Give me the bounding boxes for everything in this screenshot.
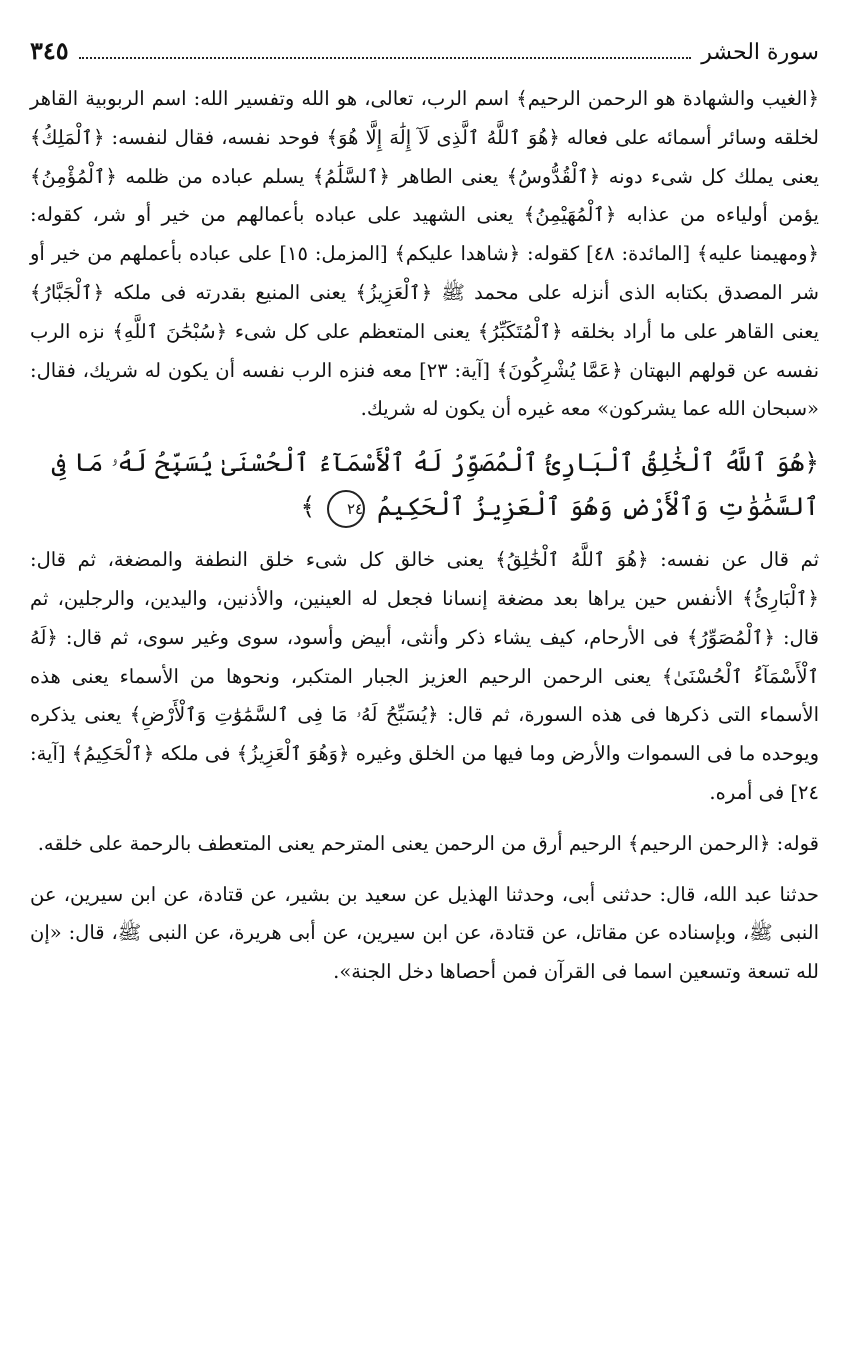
page-number: ٣٤٥ xyxy=(30,36,69,65)
sura-title: سورة الحشر xyxy=(701,40,819,65)
paragraph-hadith: حدثنا عبد الله، قال: حدثنى أبى، وحدثنا الهذيل عن سعيد بن بشير، عن قتادة، عن ابن سيرين، عن النبى ﷺ، وبإسناده عن مقاتل، عن قتادة، عن ابن سيرين، عن أبى هريرة، عن النبى ﷺ، قال: «إن لله تسعة وتسعين اسما فى القرآن فمن أحصاها دخل الجنة». xyxy=(30,882,819,984)
verse-text: ﴿هُوَ ٱللَّهُ ٱلْخَٰلِقُ ٱلْبَارِئُ ٱلْمُصَوِّرُ لَهُ ٱلْأَسْمَآءُ ٱلْحُسْنَىٰ يُسَبِّحُ لَهُۥ مَا فِى ٱلسَّمَٰوَٰتِ وَٱلْأَرْضِ وَهُوَ ٱلْعَزِيزُ ٱلْحَكِيمُ xyxy=(51,448,819,522)
page-header xyxy=(30,36,819,80)
ayah-number-marker: ٢٤ xyxy=(327,490,365,528)
page-content xyxy=(30,80,819,992)
verse-closing-bracket: ﴾ xyxy=(300,492,316,522)
paragraph-tafsir-1: ﴿الغيب والشهادة هو الرحمن الرحيم﴾ اسم الرب، تعالى، هو الله وتفسير الله: اسم الربوبية القاهر لخلقه وسائر أسمائه على فعاله ﴿هُوَ ٱللَّهُ ٱلَّذِى لَآ إِلَٰهَ إِلَّا هُوَ﴾ فوحد نفسه، فقال لنفسه: ﴿ٱلْمَلِكُ﴾ يعنى يملك كل شىء دونه ﴿ٱلْقُدُّوسُ﴾ يعنى الطاهر ﴿ٱلسَّلَٰمُ﴾ يسلم عباده من ظلمه ﴿ٱلْمُؤْمِنُ﴾ يؤمن أولياءه من عذابه ﴿ٱلْمُهَيْمِنُ﴾ يعنى الشهيد على عباده بأعمالهم من خير أو شر، كقوله: ﴿ومهيمنا عليه﴾ [المائدة: ٤٨] كقوله: ﴿شاهدا عليكم﴾ [المزمل: ١٥] على عباده بأعملهم من خير أو شر المصدق بكتابه الذى أنزله على محمد ﷺ ﴿ٱلْعَزِيزُ﴾ يعنى المنيع بقدرته فى ملكه ﴿ٱلْجَبَّارُ﴾ يعنى القاهر على ما أراد بخلقه ﴿ٱلْمُتَكَبِّرُ﴾ يعنى المتعظم على كل شىء ﴿سُبْحَٰنَ ٱللَّهِ﴾ نزه الرب نفسه عن قولهم البهتان ﴿عَمَّا يُشْرِكُونَ﴾ [آية: ٢٣] معه فنزه الرب نفسه أن يكون له شريك، فقال: «سبحان الله عما يشركون» معه غيره أن يكون له شريك. xyxy=(30,87,820,421)
quran-verse xyxy=(30,441,819,529)
paragraph-tafsir-2: ثم قال عن نفسه: ﴿هُوَ ٱللَّهُ ٱلْخَٰلِقُ﴾ يعنى خالق كل شىء خلق النطفة والمضغة، ثم قال: ﴿ٱلْبَارِئُ﴾ الأنفس حين يراها بعد مضغة إنسانا فجعل له العينين، والأذنين، واليدين، والرجلين، ثم قال: ﴿ٱلْمُصَوِّرُ﴾ فى الأرحام، كيف يشاء ذكر وأنثى، أبيض وأسود، سوى وغير سوى، ثم قال: ﴿لَهُ ٱلْأَسْمَآءُ ٱلْحُسْنَىٰ﴾ يعنى الرحمن الرحيم العزيز الجبار المتكبر، ونحوها من الأسماء يعنى هذه الأسماء التى ذكرها فى هذه السورة، ثم قال: ﴿يُسَبِّحُ لَهُۥ مَا فِى ٱلسَّمَٰوَٰتِ وَٱلْأَرْضِ﴾ يعنى يذكره ويوحده ما فى السموات والأرض وما فيها من الخلق وغيره ﴿وَهُوَ ٱلْعَزِيزُ﴾ فى ملكه ﴿ٱلْحَكِيمُ﴾ [آية: ٢٤] فى أمره. xyxy=(30,548,819,804)
paragraph-tafsir-3: قوله: ﴿الرحمن الرحيم﴾ الرحيم أرق من الرحمن يعنى المترحم يعنى المتعطف بالرحمة على خلقه. xyxy=(37,831,819,855)
header-dotted-leader xyxy=(79,43,692,59)
